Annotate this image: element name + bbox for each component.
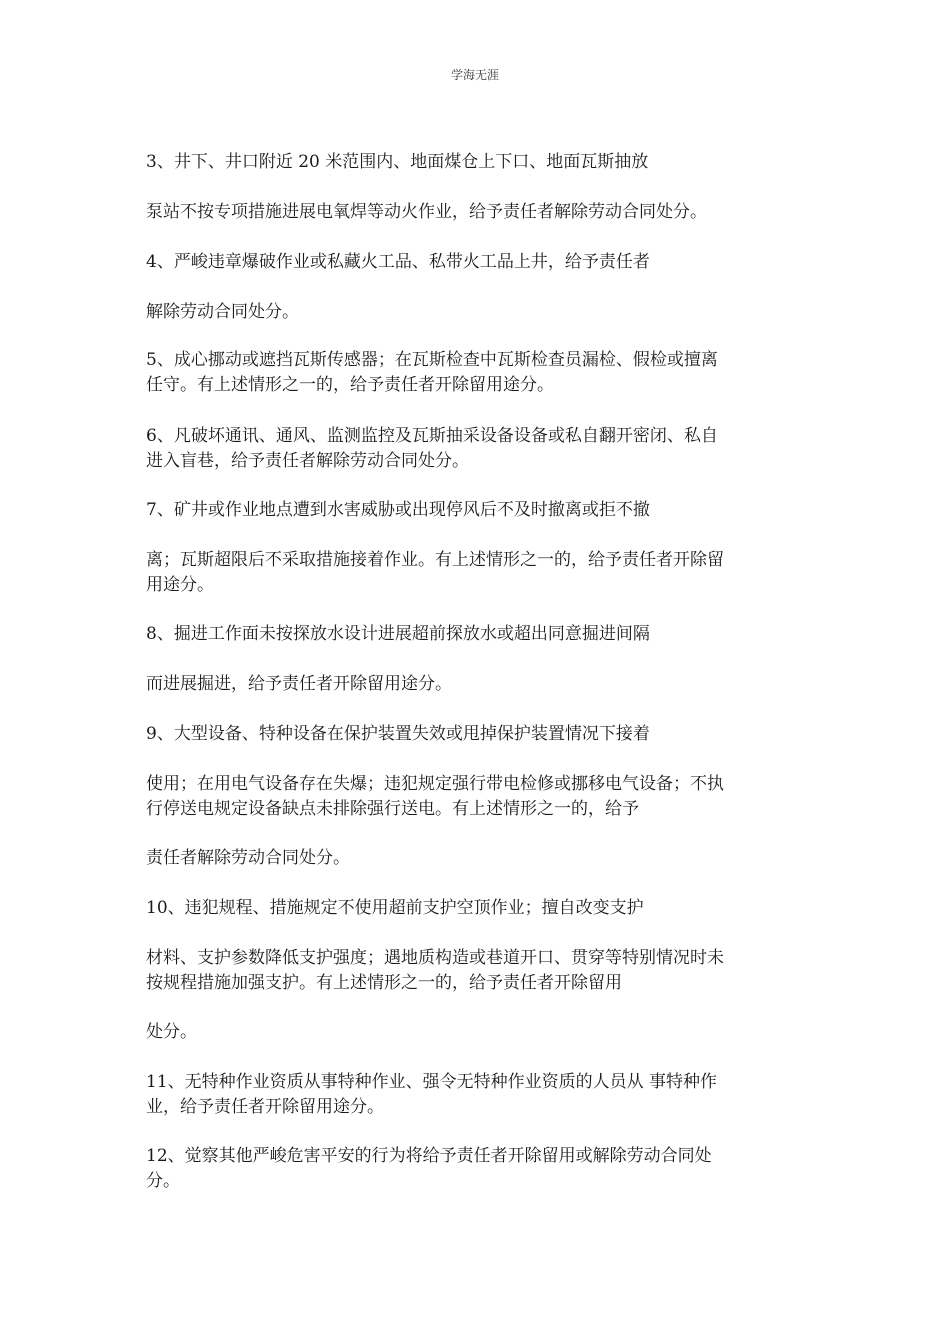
paragraph	[146, 772, 806, 822]
text-line: 行停送电规定设备缺点未排除强行送电。有上述情形之一的，给予	[146, 799, 639, 819]
paragraph	[146, 846, 806, 871]
paragraph	[146, 348, 806, 398]
paragraph	[146, 300, 806, 325]
text-line: 业，给予责任者开除留用途分。	[146, 1097, 384, 1117]
text-line: 进入盲巷，给予责任者解除劳动合同处分。	[146, 451, 469, 471]
text-line: 解除劳动合同处分。	[146, 302, 299, 322]
text-line: 任守。有上述情形之一的，给予责任者开除留用途分。	[146, 375, 554, 395]
paragraph	[146, 548, 806, 598]
text-line: 使用；在用电气设备存在失爆；违犯规定强行带电检修或挪移电气设备；不执	[146, 774, 724, 794]
text-line: 7、矿井或作业地点遭到水害威胁或出现停风后不及时撤离或拒不撤	[146, 500, 650, 520]
text-line: 材料、支护参数降低支护强度；遇地质构造或巷道开口、贯穿等特别情况时未	[146, 948, 724, 968]
paragraph	[146, 1020, 806, 1045]
text-line: 5、成心挪动或遮挡瓦斯传感器；在瓦斯检查中瓦斯检查员漏检、假检或擅离	[146, 350, 718, 370]
text-line: 分。	[146, 1171, 180, 1191]
paragraph	[146, 622, 806, 647]
text-line: 离；瓦斯超限后不采取措施接着作业。有上述情形之一的，给予责任者开除留	[146, 550, 724, 570]
text-line: 8、掘进工作面未按探放水设计进展超前探放水或超出同意掘进间隔	[146, 624, 650, 644]
paragraph	[146, 424, 806, 474]
text-line: 泵站不按专项措施进展电氧焊等动火作业，给予责任者解除劳动合同处分。	[146, 202, 707, 222]
text-line: 按规程措施加强支护。有上述情形之一的，给予责任者开除留用	[146, 973, 622, 993]
text-line: 处分。	[146, 1022, 197, 1042]
paragraph	[146, 896, 806, 921]
paragraph	[146, 672, 806, 697]
paragraph	[146, 1070, 806, 1120]
text-line: 11、无特种作业资质从事特种作业、强令无特种作业资质的人员从 事特种作	[146, 1072, 718, 1092]
paragraph	[146, 200, 806, 225]
text-line: 9、大型设备、特种设备在保护装置失效或甩掉保护装置情况下接着	[146, 724, 650, 744]
text-line: 3、井下、井口附近 20 米范围内、地面煤仓上下口、地面瓦斯抽放	[146, 152, 649, 172]
paragraph	[146, 722, 806, 747]
text-line: 用途分。	[146, 575, 214, 595]
paragraph	[146, 250, 806, 275]
text-line: 4、严峻违章爆破作业或私藏火工品、私带火工品上井，给予责任者	[146, 252, 650, 272]
text-line: 10、违犯规程、措施规定不使用超前支护空顶作业；擅自改变支护	[146, 898, 644, 918]
paragraph	[146, 150, 806, 175]
page-header: 学海无涯	[450, 68, 499, 82]
paragraph	[146, 498, 806, 523]
paragraph	[146, 1144, 806, 1194]
paragraph	[146, 946, 806, 996]
text-line: 而进展掘进，给予责任者开除留用途分。	[146, 674, 452, 694]
text-line: 12、觉察其他严峻危害平安的行为将给予责任者开除留用或解除劳动合同处	[146, 1146, 712, 1166]
text-line: 责任者解除劳动合同处分。	[146, 848, 350, 868]
text-line: 6、凡破坏通讯、通风、监测监控及瓦斯抽采设备设备或私自翻开密闭、私自	[146, 426, 718, 446]
